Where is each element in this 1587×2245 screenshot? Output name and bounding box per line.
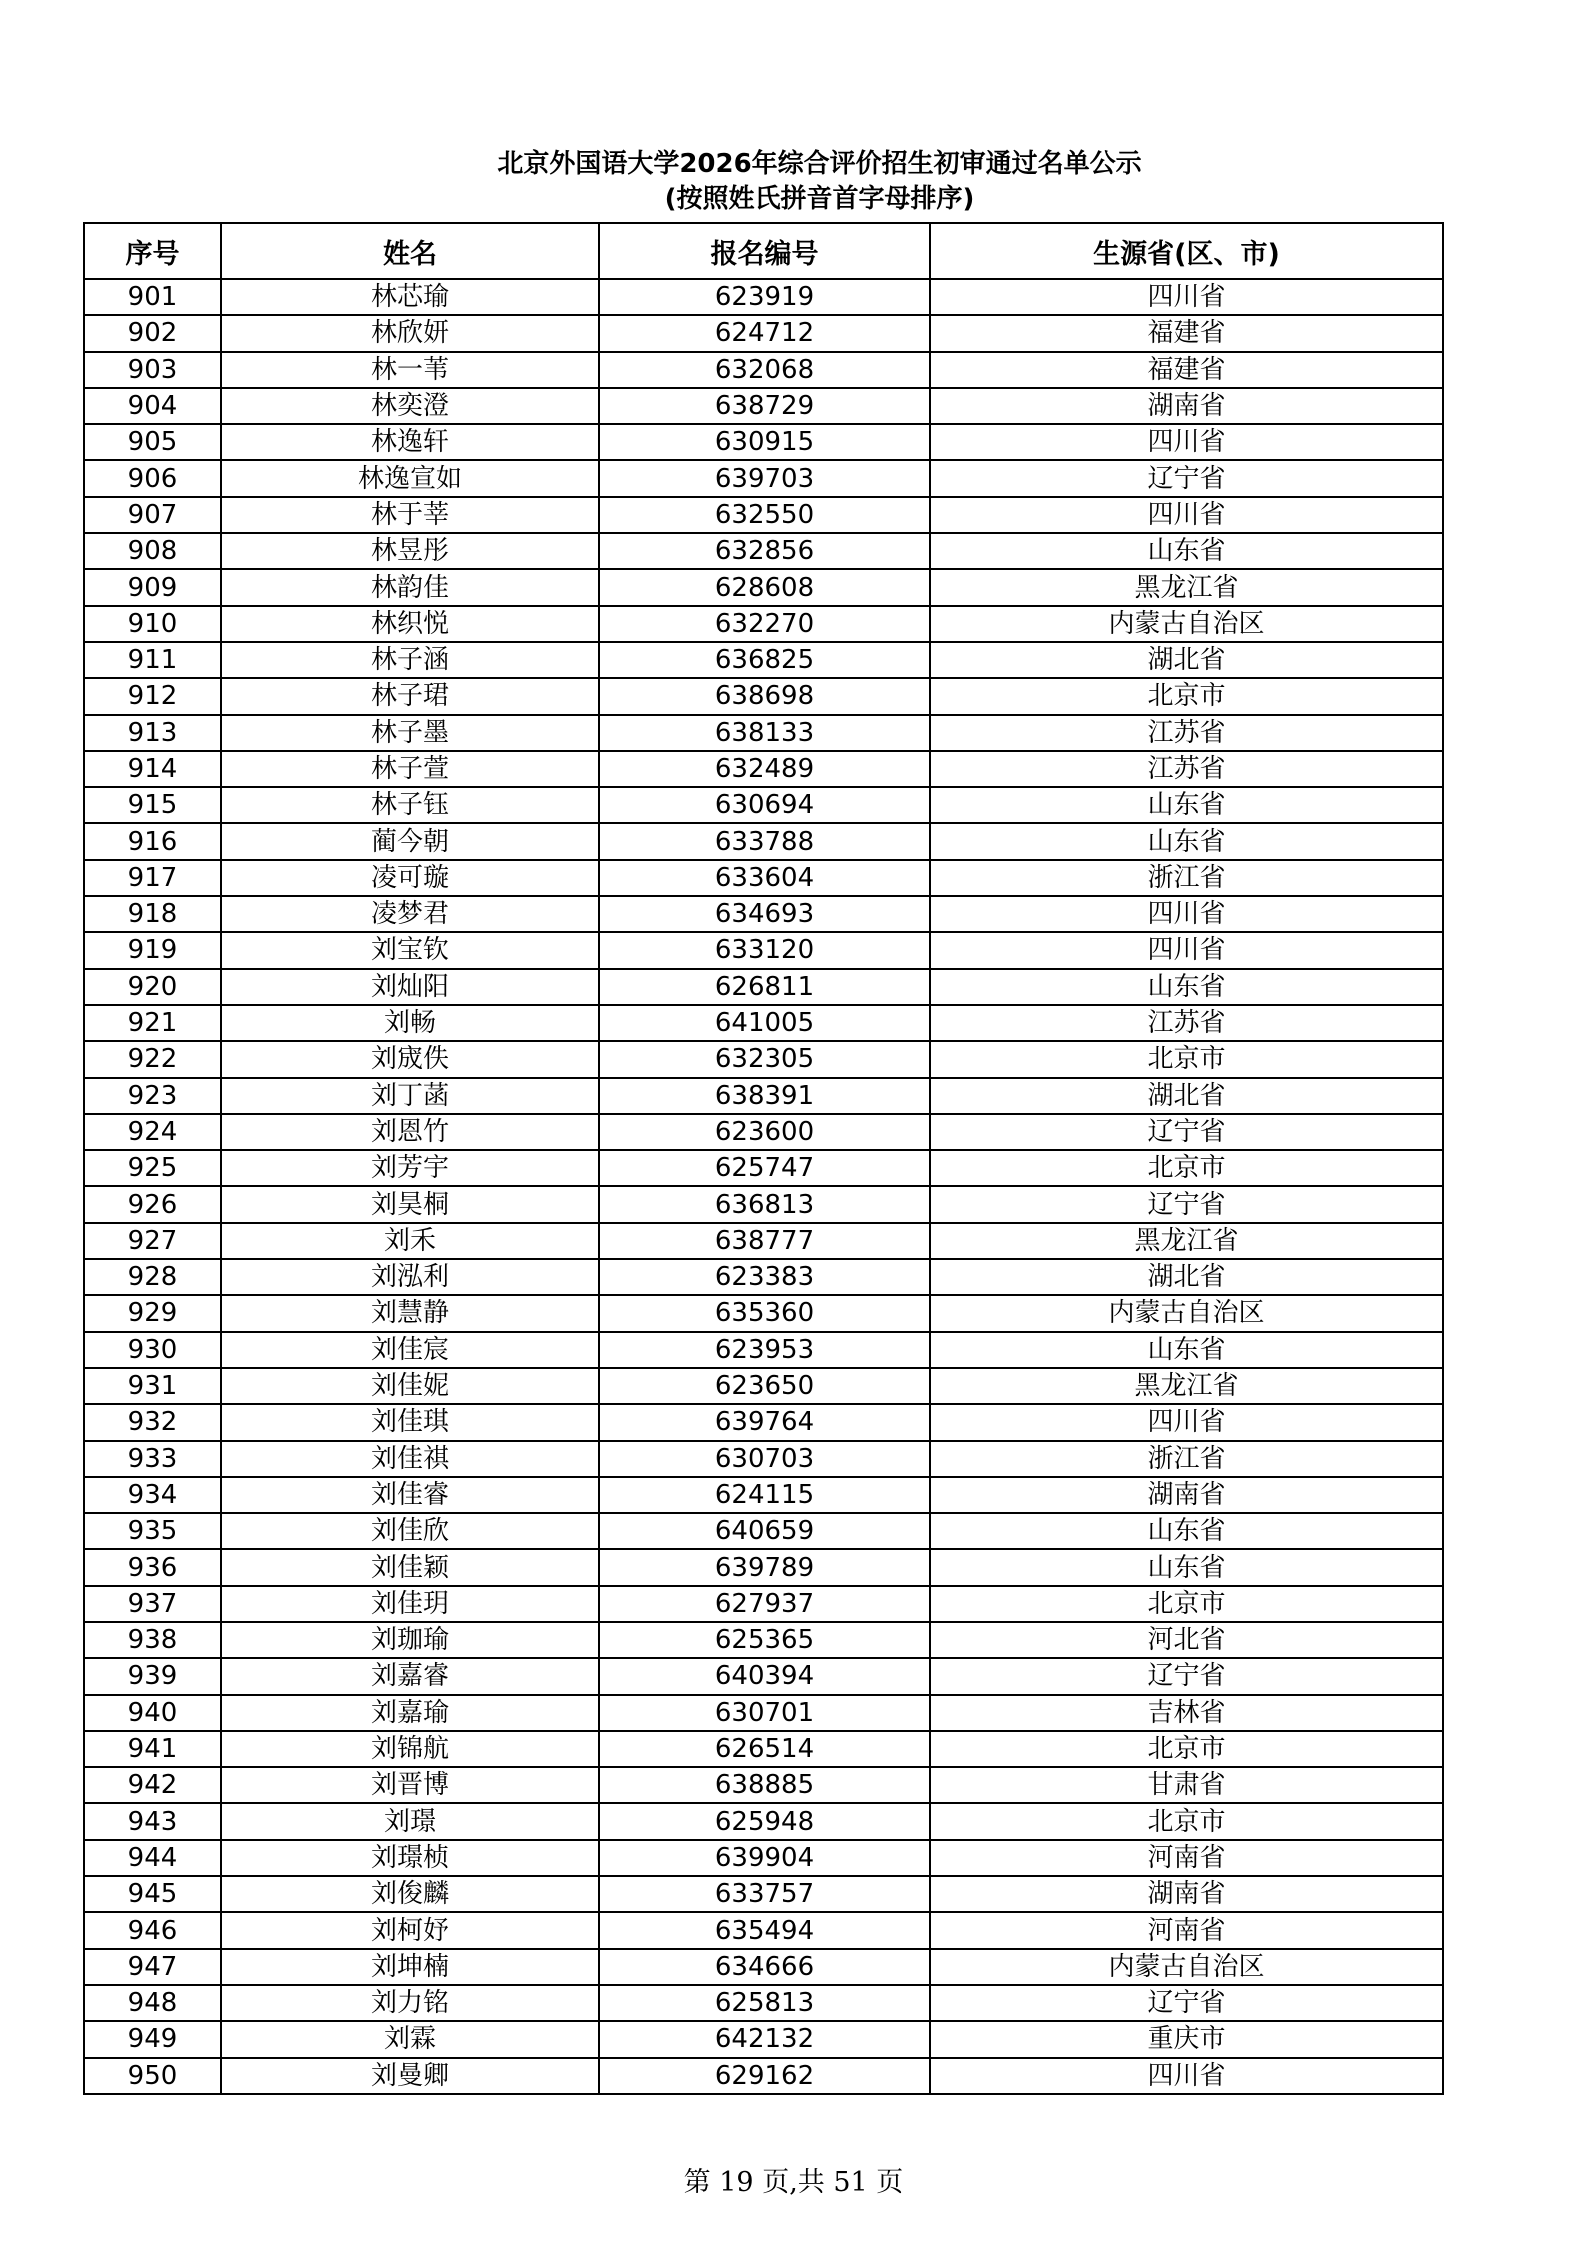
cell-registration-number: 625813: [599, 1985, 930, 2021]
cell-registration-number: 638885: [599, 1767, 930, 1803]
cell-name: 刘宝钦: [221, 932, 599, 968]
cell-registration-number: 639789: [599, 1549, 930, 1585]
cell-name: 林子涵: [221, 642, 599, 678]
cell-registration-number: 633757: [599, 1876, 930, 1912]
cell-province: 北京市: [930, 678, 1443, 714]
cell-serial-number: 934: [84, 1477, 221, 1513]
cell-registration-number: 635494: [599, 1912, 930, 1948]
cell-registration-number: 630703: [599, 1441, 930, 1477]
cell-name: 林子墨: [221, 715, 599, 751]
cell-province: 辽宁省: [930, 1114, 1443, 1150]
cell-name: 林一苇: [221, 352, 599, 388]
table-row: [84, 1332, 1443, 1368]
cell-province: 湖南省: [930, 1477, 1443, 1513]
table-row: [84, 1441, 1443, 1477]
cell-name: 刘力铭: [221, 1985, 599, 2021]
cell-name: 刘泓利: [221, 1259, 599, 1295]
cell-province: 北京市: [930, 1150, 1443, 1186]
cell-registration-number: 639904: [599, 1840, 930, 1876]
cell-province: 湖北省: [930, 1259, 1443, 1295]
cell-name: 刘俊麟: [221, 1876, 599, 1912]
table-row: [84, 1368, 1443, 1404]
cell-province: 内蒙古自治区: [930, 606, 1443, 642]
cell-registration-number: 636825: [599, 642, 930, 678]
cell-name: 刘佳玥: [221, 1586, 599, 1622]
cell-province: 山东省: [930, 1513, 1443, 1549]
cell-province: 重庆市: [930, 2021, 1443, 2057]
table-row: [84, 460, 1443, 496]
cell-name: 刘晋博: [221, 1767, 599, 1803]
cell-province: 甘肃省: [930, 1767, 1443, 1803]
cell-serial-number: 917: [84, 860, 221, 896]
table-row: [84, 388, 1443, 424]
cell-name: 刘嘉睿: [221, 1658, 599, 1694]
cell-province: 湖南省: [930, 1876, 1443, 1912]
page-footer: 第 19 页,共 51 页: [683, 2167, 904, 2198]
cell-registration-number: 632550: [599, 497, 930, 533]
cell-province: 四川省: [930, 932, 1443, 968]
cell-province: 福建省: [930, 315, 1443, 351]
cell-registration-number: 640394: [599, 1658, 930, 1694]
cell-registration-number: 626811: [599, 969, 930, 1005]
table-row: [84, 279, 1443, 315]
cell-name: 刘曼卿: [221, 2058, 599, 2094]
table-row: [84, 751, 1443, 787]
cell-name: 刘佳睿: [221, 1477, 599, 1513]
cell-serial-number: 929: [84, 1295, 221, 1331]
cell-province: 湖北省: [930, 1078, 1443, 1114]
cell-name: 刘嘉瑜: [221, 1695, 599, 1731]
cell-registration-number: 623600: [599, 1114, 930, 1150]
cell-province: 四川省: [930, 896, 1443, 932]
cell-registration-number: 638698: [599, 678, 930, 714]
cell-name: 刘芳宇: [221, 1150, 599, 1186]
table-row: [84, 315, 1443, 351]
cell-name: 刘锦航: [221, 1731, 599, 1767]
table-row: [84, 969, 1443, 1005]
cell-serial-number: 933: [84, 1441, 221, 1477]
cell-name: 刘霖: [221, 2021, 599, 2057]
cell-serial-number: 918: [84, 896, 221, 932]
cell-registration-number: 638391: [599, 1078, 930, 1114]
cell-name: 刘璟桢: [221, 1840, 599, 1876]
cell-serial-number: 907: [84, 497, 221, 533]
table-row: [84, 823, 1443, 859]
cell-name: 刘佳欣: [221, 1513, 599, 1549]
cell-province: 江苏省: [930, 715, 1443, 751]
cell-serial-number: 916: [84, 823, 221, 859]
cell-registration-number: 632270: [599, 606, 930, 642]
table-row: [84, 2021, 1443, 2057]
cell-serial-number: 925: [84, 1150, 221, 1186]
cell-serial-number: 905: [84, 424, 221, 460]
table-row: [84, 678, 1443, 714]
cell-name: 林韵佳: [221, 569, 599, 605]
cell-registration-number: 638777: [599, 1223, 930, 1259]
cell-registration-number: 627937: [599, 1586, 930, 1622]
cell-registration-number: 636813: [599, 1186, 930, 1222]
cell-serial-number: 949: [84, 2021, 221, 2057]
cell-serial-number: 937: [84, 1586, 221, 1622]
cell-registration-number: 632305: [599, 1041, 930, 1077]
cell-serial-number: 942: [84, 1767, 221, 1803]
cell-registration-number: 633788: [599, 823, 930, 859]
cell-name: 刘佳祺: [221, 1441, 599, 1477]
cell-registration-number: 632856: [599, 533, 930, 569]
cell-province: 四川省: [930, 2058, 1443, 2094]
cell-serial-number: 936: [84, 1549, 221, 1585]
cell-registration-number: 630915: [599, 424, 930, 460]
cell-registration-number: 623383: [599, 1259, 930, 1295]
cell-province: 北京市: [930, 1803, 1443, 1839]
cell-serial-number: 911: [84, 642, 221, 678]
cell-serial-number: 930: [84, 1332, 221, 1368]
table-row: [84, 932, 1443, 968]
cell-name: 刘畅: [221, 1005, 599, 1041]
cell-serial-number: 922: [84, 1041, 221, 1077]
table-row: [84, 642, 1443, 678]
cell-serial-number: 904: [84, 388, 221, 424]
cell-registration-number: 641005: [599, 1005, 930, 1041]
cell-name: 林逸轩: [221, 424, 599, 460]
cell-province: 辽宁省: [930, 1985, 1443, 2021]
table-row: [84, 1695, 1443, 1731]
cell-province: 北京市: [930, 1041, 1443, 1077]
cell-serial-number: 903: [84, 352, 221, 388]
cell-serial-number: 931: [84, 1368, 221, 1404]
cell-serial-number: 932: [84, 1404, 221, 1440]
table-row: [84, 1767, 1443, 1803]
cell-registration-number: 625365: [599, 1622, 930, 1658]
cell-province: 山东省: [930, 533, 1443, 569]
cell-province: 山东省: [930, 787, 1443, 823]
cell-registration-number: 639764: [599, 1404, 930, 1440]
cell-name: 刘坤楠: [221, 1949, 599, 1985]
cell-name: 刘柯妤: [221, 1912, 599, 1948]
cell-province: 辽宁省: [930, 460, 1443, 496]
cell-name: 刘慧静: [221, 1295, 599, 1331]
table-row: [84, 1876, 1443, 1912]
table-row: [84, 533, 1443, 569]
cell-province: 山东省: [930, 1332, 1443, 1368]
table-row: [84, 1912, 1443, 1948]
table-row: [84, 1622, 1443, 1658]
cell-serial-number: 915: [84, 787, 221, 823]
cell-serial-number: 908: [84, 533, 221, 569]
cell-province: 黑龙江省: [930, 569, 1443, 605]
table-row: [84, 1513, 1443, 1549]
cell-serial-number: 912: [84, 678, 221, 714]
table-row: [84, 424, 1443, 460]
cell-serial-number: 939: [84, 1658, 221, 1694]
cell-registration-number: 638133: [599, 715, 930, 751]
table-row: [84, 1840, 1443, 1876]
cell-name: 林芯瑜: [221, 279, 599, 315]
cell-registration-number: 623919: [599, 279, 930, 315]
cell-name: 刘禾: [221, 1223, 599, 1259]
table-row: [84, 1731, 1443, 1767]
table-row: [84, 1114, 1443, 1150]
cell-name: 林子钰: [221, 787, 599, 823]
table-row: [84, 1949, 1443, 1985]
cell-serial-number: 946: [84, 1912, 221, 1948]
cell-province: 四川省: [930, 1404, 1443, 1440]
cell-province: 内蒙古自治区: [930, 1295, 1443, 1331]
table-row: [84, 1078, 1443, 1114]
cell-serial-number: 950: [84, 2058, 221, 2094]
table-row: [84, 715, 1443, 751]
cell-name: 蔺今朝: [221, 823, 599, 859]
cell-province: 湖北省: [930, 642, 1443, 678]
cell-name: 刘丁菡: [221, 1078, 599, 1114]
cell-name: 林昱彤: [221, 533, 599, 569]
cell-serial-number: 927: [84, 1223, 221, 1259]
header-registration-number: 报名编号: [599, 223, 930, 279]
cell-province: 山东省: [930, 1549, 1443, 1585]
cell-province: 辽宁省: [930, 1186, 1443, 1222]
cell-serial-number: 919: [84, 932, 221, 968]
cell-registration-number: 626514: [599, 1731, 930, 1767]
cell-name: 刘昊桐: [221, 1186, 599, 1222]
cell-registration-number: 640659: [599, 1513, 930, 1549]
header-province: 生源省(区、市): [930, 223, 1443, 279]
cell-province: 四川省: [930, 497, 1443, 533]
cell-province: 山东省: [930, 969, 1443, 1005]
table-row: [84, 787, 1443, 823]
cell-province: 黑龙江省: [930, 1368, 1443, 1404]
cell-province: 浙江省: [930, 860, 1443, 896]
cell-registration-number: 629162: [599, 2058, 930, 2094]
table-row: [84, 860, 1443, 896]
table-row: [84, 1150, 1443, 1186]
table-row: [84, 1404, 1443, 1440]
cell-name: 林逸宣如: [221, 460, 599, 496]
cell-name: 林于莘: [221, 497, 599, 533]
cell-province: 四川省: [930, 424, 1443, 460]
cell-province: 辽宁省: [930, 1658, 1443, 1694]
table-row: [84, 569, 1443, 605]
table-row: [84, 1586, 1443, 1622]
table-row: [84, 352, 1443, 388]
cell-name: 刘灿阳: [221, 969, 599, 1005]
cell-serial-number: 926: [84, 1186, 221, 1222]
cell-registration-number: 624115: [599, 1477, 930, 1513]
title-block: [0, 146, 1587, 216]
document-subtitle: (按照姓氏拼音首字母排序): [664, 184, 975, 214]
cell-name: 刘佳琪: [221, 1404, 599, 1440]
cell-province: 河南省: [930, 1912, 1443, 1948]
table-row: [84, 1041, 1443, 1077]
cell-province: 河南省: [930, 1840, 1443, 1876]
cell-name: 凌梦君: [221, 896, 599, 932]
cell-serial-number: 947: [84, 1949, 221, 1985]
cell-province: 北京市: [930, 1586, 1443, 1622]
table-row: [84, 1005, 1443, 1041]
table-row: [84, 1477, 1443, 1513]
cell-name: 凌可璇: [221, 860, 599, 896]
cell-registration-number: 625747: [599, 1150, 930, 1186]
header-name: 姓名: [221, 223, 599, 279]
cell-registration-number: 634666: [599, 1949, 930, 1985]
cell-registration-number: 638729: [599, 388, 930, 424]
cell-registration-number: 630701: [599, 1695, 930, 1731]
cell-serial-number: 938: [84, 1622, 221, 1658]
cell-province: 福建省: [930, 352, 1443, 388]
cell-registration-number: 639703: [599, 460, 930, 496]
cell-serial-number: 913: [84, 715, 221, 751]
cell-registration-number: 623953: [599, 1332, 930, 1368]
cell-registration-number: 633120: [599, 932, 930, 968]
cell-registration-number: 632068: [599, 352, 930, 388]
cell-serial-number: 924: [84, 1114, 221, 1150]
cell-province: 湖南省: [930, 388, 1443, 424]
cell-serial-number: 948: [84, 1985, 221, 2021]
table-row: [84, 606, 1443, 642]
cell-province: 内蒙古自治区: [930, 1949, 1443, 1985]
cell-name: 林奕澄: [221, 388, 599, 424]
cell-registration-number: 623650: [599, 1368, 930, 1404]
cell-province: 山东省: [930, 823, 1443, 859]
cell-name: 刘珈瑜: [221, 1622, 599, 1658]
cell-name: 刘佳颖: [221, 1549, 599, 1585]
cell-province: 浙江省: [930, 1441, 1443, 1477]
cell-serial-number: 914: [84, 751, 221, 787]
cell-serial-number: 909: [84, 569, 221, 605]
cell-name: 刘佳宸: [221, 1332, 599, 1368]
cell-name: 刘宬佚: [221, 1041, 599, 1077]
cell-registration-number: 625948: [599, 1803, 930, 1839]
table-row: [84, 896, 1443, 932]
cell-serial-number: 944: [84, 1840, 221, 1876]
cell-serial-number: 906: [84, 460, 221, 496]
table-row: [84, 1223, 1443, 1259]
cell-registration-number: 628608: [599, 569, 930, 605]
cell-serial-number: 901: [84, 279, 221, 315]
cell-registration-number: 642132: [599, 2021, 930, 2057]
cell-serial-number: 920: [84, 969, 221, 1005]
cell-province: 吉林省: [930, 1695, 1443, 1731]
cell-serial-number: 928: [84, 1259, 221, 1295]
table-row: [84, 1803, 1443, 1839]
cell-name: 林织悦: [221, 606, 599, 642]
cell-name: 林子珺: [221, 678, 599, 714]
cell-registration-number: 635360: [599, 1295, 930, 1331]
table-row: [84, 1549, 1443, 1585]
table-row: [84, 1186, 1443, 1222]
cell-registration-number: 634693: [599, 896, 930, 932]
cell-serial-number: 940: [84, 1695, 221, 1731]
table-body: [84, 279, 1443, 2094]
table-row: [84, 1985, 1443, 2021]
table-row: [84, 2058, 1443, 2094]
table-row: [84, 1658, 1443, 1694]
cell-name: 林欣妍: [221, 315, 599, 351]
cell-serial-number: 923: [84, 1078, 221, 1114]
cell-province: 河北省: [930, 1622, 1443, 1658]
cell-serial-number: 945: [84, 1876, 221, 1912]
cell-name: 刘璟: [221, 1803, 599, 1839]
cell-serial-number: 910: [84, 606, 221, 642]
cell-name: 刘恩竹: [221, 1114, 599, 1150]
table-row: [84, 1259, 1443, 1295]
cell-registration-number: 624712: [599, 315, 930, 351]
table-header-row: [84, 223, 1443, 279]
cell-registration-number: 630694: [599, 787, 930, 823]
admission-list-table: [83, 222, 1444, 2095]
cell-serial-number: 921: [84, 1005, 221, 1041]
header-serial-number: 序号: [84, 223, 221, 279]
cell-registration-number: 633604: [599, 860, 930, 896]
cell-province: 黑龙江省: [930, 1223, 1443, 1259]
cell-serial-number: 943: [84, 1803, 221, 1839]
table-row: [84, 497, 1443, 533]
cell-province: 江苏省: [930, 1005, 1443, 1041]
cell-province: 江苏省: [930, 751, 1443, 787]
table-row: [84, 1295, 1443, 1331]
cell-serial-number: 941: [84, 1731, 221, 1767]
cell-province: 北京市: [930, 1731, 1443, 1767]
cell-registration-number: 632489: [599, 751, 930, 787]
cell-serial-number: 902: [84, 315, 221, 351]
cell-name: 刘佳妮: [221, 1368, 599, 1404]
cell-province: 四川省: [930, 279, 1443, 315]
cell-serial-number: 935: [84, 1513, 221, 1549]
cell-name: 林子萱: [221, 751, 599, 787]
document-title: 北京外国语大学2026年综合评价招生初审通过名单公示: [497, 149, 1142, 179]
